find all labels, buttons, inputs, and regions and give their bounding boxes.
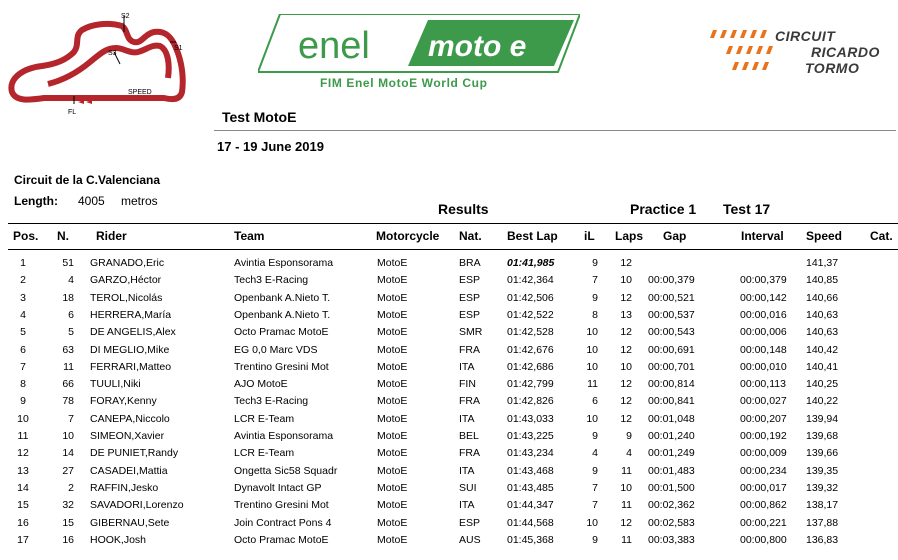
cell-pos: 1 (20, 257, 26, 269)
cell-speed: 140,66 (806, 291, 839, 304)
col-header-nat: Nat. (459, 229, 482, 243)
cell-number: 7 (68, 412, 74, 425)
cell-speed: 139,32 (806, 481, 839, 494)
table-row (0, 515, 898, 532)
table-row (0, 376, 898, 393)
col-header-team: Team (234, 229, 265, 243)
cell-il: 10 (586, 516, 598, 529)
cell-best-lap: 01:41,985 (507, 257, 555, 269)
cell-il: 9 (592, 291, 598, 304)
cell-pos: 13 (17, 464, 29, 477)
cell-number: 4 (68, 274, 74, 287)
cell-motorcycle: MotoE (377, 499, 408, 512)
track-label-fl: FL (68, 109, 77, 116)
col-header-number: N. (57, 229, 69, 243)
cell-laps: 11 (621, 533, 632, 546)
cell-motorcycle: MotoE (377, 412, 408, 425)
cell-laps: 12 (620, 516, 632, 529)
cell-speed: 140,63 (806, 308, 839, 321)
logo-line-circuit: CIRCUIT (775, 28, 836, 44)
cell-gap: 00:00,543 (648, 326, 695, 339)
cell-speed: 139,66 (806, 447, 839, 460)
table-row (0, 307, 898, 324)
cell-rider: GARZO,Héctor (90, 274, 162, 287)
cell-il: 10 (586, 360, 598, 373)
logo-line-tormo: TORMO (805, 60, 860, 76)
cell-speed: 139,35 (806, 464, 839, 477)
cell-number: 16 (62, 533, 74, 546)
session-name: Practice 1 (630, 201, 697, 217)
cell-team: Dynavolt Intact GP (234, 481, 322, 494)
cell-nat: FRA (459, 395, 480, 408)
cell-speed: 140,41 (806, 360, 839, 373)
cell-interval: 00:00,006 (740, 326, 787, 339)
cell-rider: SAVADORI,Lorenzo (90, 499, 184, 512)
cell-nat: BEL (459, 430, 479, 442)
table-row (0, 393, 898, 410)
cell-best-lap: 01:42,676 (507, 343, 554, 356)
cell-motorcycle: MotoE (377, 516, 408, 529)
cell-team: Avintia Esponsorama (234, 430, 334, 442)
cell-pos: 6 (20, 343, 26, 356)
cell-number: 14 (62, 447, 74, 460)
col-header-speed: Speed (806, 229, 843, 243)
track-outline (11, 24, 182, 100)
cell-rider: FERRARI,Matteo (90, 360, 172, 373)
cell-pos: 5 (20, 326, 26, 339)
cell-pos: 4 (20, 308, 26, 321)
cell-motorcycle: MotoE (377, 291, 408, 304)
cell-interval: 00:00,148 (740, 343, 787, 356)
table-row (0, 497, 898, 514)
cell-pos: 17 (17, 533, 29, 546)
cell-rider: CASADEI,Mattia (90, 464, 168, 477)
cell-rider: TUULI,Niki (90, 378, 141, 391)
track-label-s1: S1 (174, 45, 183, 52)
cell-pos: 3 (20, 291, 26, 304)
cell-pos: 14 (17, 481, 29, 494)
cell-rider: GRANADO,Eric (90, 257, 165, 269)
cell-interval: 00:00,234 (740, 464, 787, 477)
cell-nat: FRA (459, 447, 480, 460)
cell-il: 9 (592, 257, 598, 269)
cell-il: 11 (587, 378, 598, 391)
cell-gap: 00:00,379 (648, 274, 695, 287)
cell-gap: 00:00,521 (648, 291, 695, 304)
cell-best-lap: 01:42,528 (507, 326, 554, 339)
cell-best-lap: 01:44,347 (507, 499, 554, 512)
title-divider (214, 130, 896, 131)
cell-laps: 11 (621, 499, 632, 512)
cell-interval: 00:00,192 (740, 430, 787, 442)
cell-il: 9 (592, 464, 598, 477)
cell-laps: 12 (620, 412, 632, 425)
cell-best-lap: 01:45,368 (507, 533, 554, 546)
table-row (0, 255, 898, 272)
cell-number: 10 (62, 430, 74, 442)
cell-il: 4 (592, 447, 598, 460)
cell-rider: TEROL,Nicolás (90, 291, 163, 304)
cell-nat: BRA (459, 257, 481, 269)
cell-interval: 00:00,113 (740, 378, 786, 391)
cell-speed: 140,25 (806, 378, 839, 391)
cell-gap: 00:02,362 (648, 499, 695, 512)
cell-motorcycle: MotoE (377, 481, 408, 494)
cell-il: 10 (586, 343, 598, 356)
cell-team: Ongetta Sic58 Squadr (234, 464, 338, 477)
logo-stripes-icon (705, 28, 775, 76)
cell-speed: 141,37 (806, 257, 839, 269)
cell-nat: ITA (459, 464, 475, 477)
cell-il: 7 (592, 274, 598, 287)
cell-team: Tech3 E-Racing (234, 274, 309, 287)
cell-best-lap: 01:42,826 (507, 395, 554, 408)
cell-team: AJO MotoE (234, 378, 288, 391)
cell-number: 5 (68, 326, 74, 339)
cell-pos: 2 (20, 274, 26, 287)
track-label-speed: SPEED (128, 89, 152, 96)
cell-pos: 7 (20, 360, 26, 373)
cell-team: Join Contract Pons 4 (234, 516, 332, 529)
col-header-cat: Cat. (870, 229, 893, 243)
event-dates: 17 - 19 June 2019 (217, 139, 324, 154)
cell-motorcycle: MotoE (377, 378, 408, 391)
cell-nat: ESP (459, 274, 481, 287)
col-header-pos: Pos. (13, 229, 39, 243)
col-header-best-lap: Best Lap (507, 229, 558, 243)
col-header-interval: Interval (741, 229, 784, 243)
cell-il: 9 (592, 533, 598, 546)
cell-interval: 00:00,009 (740, 447, 787, 460)
cell-il: 9 (592, 430, 598, 442)
cell-best-lap: 01:42,799 (507, 378, 554, 391)
table-row (0, 290, 898, 307)
cell-best-lap: 01:43,234 (507, 447, 554, 460)
cell-rider: GIBERNAU,Sete (90, 516, 170, 529)
cell-laps: 13 (620, 308, 632, 321)
col-header-il: iL (584, 229, 595, 243)
cell-il: 7 (592, 481, 598, 494)
cell-number: 32 (62, 499, 74, 512)
table-row (0, 324, 898, 341)
cell-gap: 00:00,691 (648, 343, 695, 356)
cell-nat: ITA (459, 412, 475, 425)
cell-nat: AUS (459, 533, 481, 546)
cell-team: EG 0,0 Marc VDS (234, 343, 318, 356)
cell-team: Trentino Gresini Mot (234, 360, 329, 373)
table-row (0, 428, 898, 445)
cell-best-lap: 01:44,568 (507, 516, 554, 529)
cell-pos: 8 (20, 378, 26, 391)
cell-number: 18 (62, 291, 74, 304)
track-map (4, 8, 194, 120)
cell-speed: 140,42 (806, 343, 839, 356)
motoe-wordmark: moto e (428, 30, 527, 63)
cell-laps: 12 (620, 291, 632, 304)
track-label-s2: S2 (121, 13, 130, 20)
cell-best-lap: 01:43,485 (507, 481, 554, 494)
cell-motorcycle: MotoE (377, 360, 408, 373)
cell-pos: 11 (17, 430, 29, 442)
cell-rider: SIMEON,Xavier (90, 430, 165, 442)
cell-rider: RAFFIN,Jesko (90, 481, 159, 494)
cell-motorcycle: MotoE (377, 308, 408, 321)
cell-gap: 00:00,841 (648, 395, 695, 408)
cell-best-lap: 01:42,506 (507, 291, 554, 304)
cell-interval: 00:00,800 (740, 533, 787, 546)
table-row (0, 445, 898, 462)
cell-gap: 00:00,814 (648, 378, 695, 391)
cell-motorcycle: MotoE (377, 257, 408, 269)
cell-il: 10 (586, 326, 598, 339)
logo-line-ricardo: RICARDO (811, 44, 880, 60)
col-header-motorcycle: Motorcycle (376, 229, 440, 243)
cell-il: 7 (592, 499, 598, 512)
cell-team: LCR E-Team (234, 412, 295, 425)
cell-nat: ESP (459, 516, 481, 529)
cell-nat: ITA (459, 499, 475, 512)
cell-team: Octo Pramac MotoE (234, 326, 329, 339)
cell-number: 78 (62, 395, 74, 408)
cell-speed: 138,17 (806, 499, 839, 512)
cell-laps: 10 (620, 360, 632, 373)
cell-interval: 00:00,379 (740, 274, 787, 287)
cell-number: 63 (62, 343, 74, 356)
cell-gap: 00:00,537 (648, 308, 695, 321)
cell-laps: 9 (626, 430, 632, 442)
cell-motorcycle: MotoE (377, 395, 408, 408)
cell-team: LCR E-Team (234, 447, 295, 460)
cell-team: Trentino Gresini Mot (234, 499, 329, 512)
cell-best-lap: 01:43,468 (507, 464, 554, 477)
cell-nat: ITA (459, 360, 475, 373)
col-header-rider: Rider (96, 229, 127, 243)
cell-il: 6 (592, 395, 598, 408)
cell-pos: 16 (17, 516, 29, 529)
cell-best-lap: 01:42,364 (507, 274, 554, 287)
col-header-laps: Laps (615, 229, 644, 243)
cell-interval: 00:00,017 (740, 481, 787, 494)
cell-laps: 12 (620, 326, 632, 339)
cell-gap: 00:01,483 (648, 464, 695, 477)
cell-motorcycle: MotoE (377, 274, 408, 287)
cell-nat: SUI (459, 481, 477, 494)
cell-nat: FIN (459, 378, 476, 391)
cell-number: 66 (62, 378, 74, 391)
cell-laps: 11 (621, 464, 632, 477)
cell-team: Tech3 E-Racing (234, 395, 309, 408)
cell-number: 11 (63, 360, 74, 373)
length-label: Length: (14, 194, 58, 208)
track-label-s3: S3 (108, 50, 117, 57)
cell-nat: FRA (459, 343, 480, 356)
cell-il: 8 (592, 308, 598, 321)
cell-rider: DE PUNIET,Randy (90, 447, 179, 460)
cell-pos: 10 (17, 412, 29, 425)
cell-rider: FORAY,Kenny (90, 395, 157, 408)
cell-interval: 00:00,207 (740, 412, 787, 425)
cell-nat: SMR (459, 326, 483, 339)
banner-subtitle: FIM Enel MotoE World Cup (320, 76, 488, 90)
cell-gap: 00:03,383 (648, 533, 695, 546)
cell-speed: 140,85 (806, 274, 839, 287)
cell-rider: HERRERA,María (90, 308, 172, 321)
cell-speed: 139,68 (806, 430, 839, 442)
cell-laps: 12 (620, 395, 632, 408)
cell-nat: ESP (459, 308, 481, 321)
cell-motorcycle: MotoE (377, 343, 408, 356)
cell-rider: HOOK,Josh (90, 533, 147, 546)
cell-gap: 00:01,240 (648, 430, 695, 442)
cell-interval: 00:00,027 (740, 395, 787, 408)
cell-interval: 00:00,221 (740, 516, 787, 529)
cell-laps: 4 (626, 447, 632, 460)
cell-speed: 139,94 (806, 412, 839, 425)
cell-best-lap: 01:42,686 (507, 360, 554, 373)
cell-pos: 9 (20, 395, 26, 408)
cell-pos: 12 (17, 447, 29, 460)
cell-number: 6 (68, 308, 74, 321)
cell-gap: 00:00,701 (648, 360, 695, 373)
cell-interval: 00:00,142 (740, 291, 787, 304)
cell-gap: 00:01,048 (648, 412, 695, 425)
table-row (0, 272, 898, 289)
cell-team: Openbank A.Nieto T. (234, 291, 331, 304)
cell-motorcycle: MotoE (377, 430, 408, 442)
table-row (0, 359, 898, 376)
cell-speed: 136,83 (806, 533, 839, 546)
table-row (0, 342, 898, 359)
cell-team: Openbank A.Nieto T. (234, 308, 331, 321)
cell-nat: ESP (459, 291, 481, 304)
event-title: Test MotoE (222, 109, 297, 125)
cell-best-lap: 01:43,225 (507, 430, 554, 442)
cell-best-lap: 01:43,033 (507, 412, 554, 425)
cell-laps: 12 (620, 378, 632, 391)
cell-speed: 137,88 (806, 516, 839, 529)
cell-motorcycle: MotoE (377, 447, 408, 460)
cell-number: 2 (68, 481, 74, 494)
cell-rider: DE ANGELIS,Alex (90, 326, 176, 339)
col-header-gap: Gap (663, 229, 687, 243)
cell-interval: 00:00,016 (740, 308, 787, 321)
cell-rider: DI MEGLIO,Mike (90, 343, 170, 356)
cell-speed: 140,22 (806, 395, 839, 408)
cell-number: 27 (62, 464, 74, 477)
cell-laps: 12 (620, 343, 632, 356)
cell-number: 15 (62, 516, 74, 529)
cell-laps: 10 (620, 274, 632, 287)
cell-number: 51 (62, 257, 74, 269)
cell-speed: 140,63 (806, 326, 839, 339)
cell-gap: 00:01,500 (648, 481, 695, 494)
table-row (0, 463, 898, 480)
test-number: Test 17 (723, 201, 771, 217)
cell-motorcycle: MotoE (377, 464, 408, 477)
enel-motoe-logo (258, 14, 580, 76)
circuit-name: Circuit de la C.Valenciana (14, 173, 161, 187)
cell-il: 10 (586, 412, 598, 425)
enel-wordmark: enel (298, 25, 370, 67)
cell-team: Octo Pramac MotoE (234, 533, 329, 546)
table-row (0, 411, 898, 428)
cell-motorcycle: MotoE (377, 326, 408, 339)
length-value: 4005 (78, 194, 105, 208)
cell-interval: 00:00,010 (740, 360, 787, 373)
cell-pos: 15 (17, 499, 29, 512)
cell-gap: 00:01,249 (648, 447, 695, 460)
length-unit: metros (121, 194, 158, 208)
table-row (0, 532, 898, 549)
circuit-ricardo-tormo-logo (705, 28, 895, 78)
results-heading: Results (438, 201, 489, 217)
cell-team: Avintia Esponsorama (234, 257, 334, 269)
cell-interval: 00:00,862 (740, 499, 787, 512)
cell-laps: 10 (620, 481, 632, 494)
cell-laps: 12 (620, 257, 632, 269)
cell-motorcycle: MotoE (377, 533, 408, 546)
cell-gap: 00:02,583 (648, 516, 695, 529)
table-row (0, 480, 898, 497)
cell-best-lap: 01:42,522 (507, 308, 554, 321)
cell-rider: CANEPA,Niccolo (90, 412, 170, 425)
